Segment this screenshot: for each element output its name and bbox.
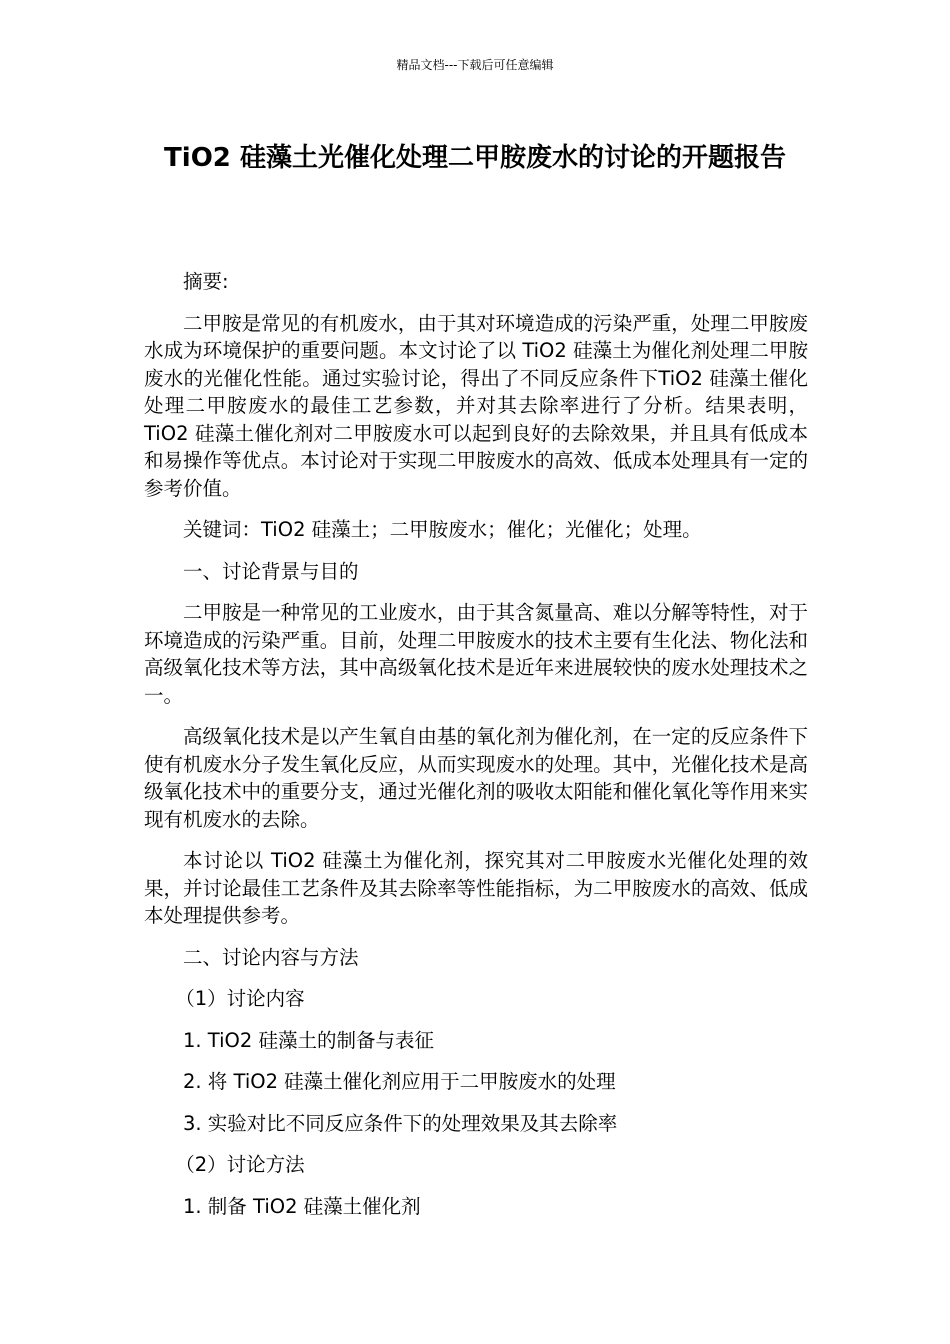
document-body — [144, 268, 808, 1234]
document-title: TiO2 硅藻土光催化处理二甲胺废水的讨论的开题报告 — [164, 143, 786, 173]
section-heading-background: 一、讨论背景与目的 — [183, 559, 359, 583]
background-paragraph-2: 高级氧化技术是以产生氧自由基的氧化剂为催化剂，在一定的反应条件下使有机废水分子发生氧化反应，从而实现废水的处理。其中，光催化技术是高级氧化技术中的重要分支，通过光催化剂的吸收太阳能和催化氧化等作用来实现有机废水的去除。 — [144, 725, 808, 831]
list-item: 2. 将 TiO2 硅藻土催化剂应用于二甲胺废水的处理 — [183, 1070, 616, 1093]
list-item: 3. 实验对比不同反应条件下的处理效果及其去除率 — [183, 1111, 618, 1135]
section-heading-content-method: 二、讨论内容与方法 — [183, 945, 359, 969]
background-paragraph-1: 二甲胺是一种常见的工业废水，由于其含氮量高、难以分解等特性，对于环境造成的污染严重。目前，处理二甲胺废水的技术主要有生化法、物化法和高级氧化技术等方法，其中高级氧化技术是近年来进展较快的废水处理技术之一。 — [144, 601, 808, 707]
subheading-method: （2）讨论方法 — [175, 1153, 305, 1176]
keywords-line: 关键词：TiO2 硅藻土；二甲胺废水；催化；光催化；处理。 — [183, 518, 702, 541]
background-paragraph-3: 本讨论以 TiO2 硅藻土为催化剂，探究其对二甲胺废水光催化处理的效果，并讨论最佳工艺条件及其去除率等性能指标，为二甲胺废水的高效、低成本处理提供参考。 — [144, 849, 808, 927]
abstract-label: 摘要: — [183, 270, 229, 293]
subheading-content: （1）讨论内容 — [175, 987, 305, 1010]
abstract-paragraph: 二甲胺是常见的有机废水，由于其对环境造成的污染严重，处理二甲胺废水成为环境保护的重要问题。本文讨论了以 TiO2 硅藻土为催化剂处理二甲胺废水的光催化性能。通过实验讨论，得出了不同反应条件下TiO2 硅藻土催化处理二甲胺废水的最佳工艺参数，并对其去除率进行了分析。结果表明，TiO2 硅藻土催化剂对二甲胺废水可以起到良好的去除效果，并且具有低成本和易操作等优点。本讨论对于实现二甲胺废水的高效、低成本处理具有一定的参考价值。 — [144, 311, 808, 500]
header-note: 精品文档---下载后可任意编辑 — [396, 58, 554, 72]
list-item: 1. TiO2 硅藻土的制备与表征 — [183, 1028, 434, 1052]
list-item: 1. 制备 TiO2 硅藻土催化剂 — [183, 1194, 421, 1218]
